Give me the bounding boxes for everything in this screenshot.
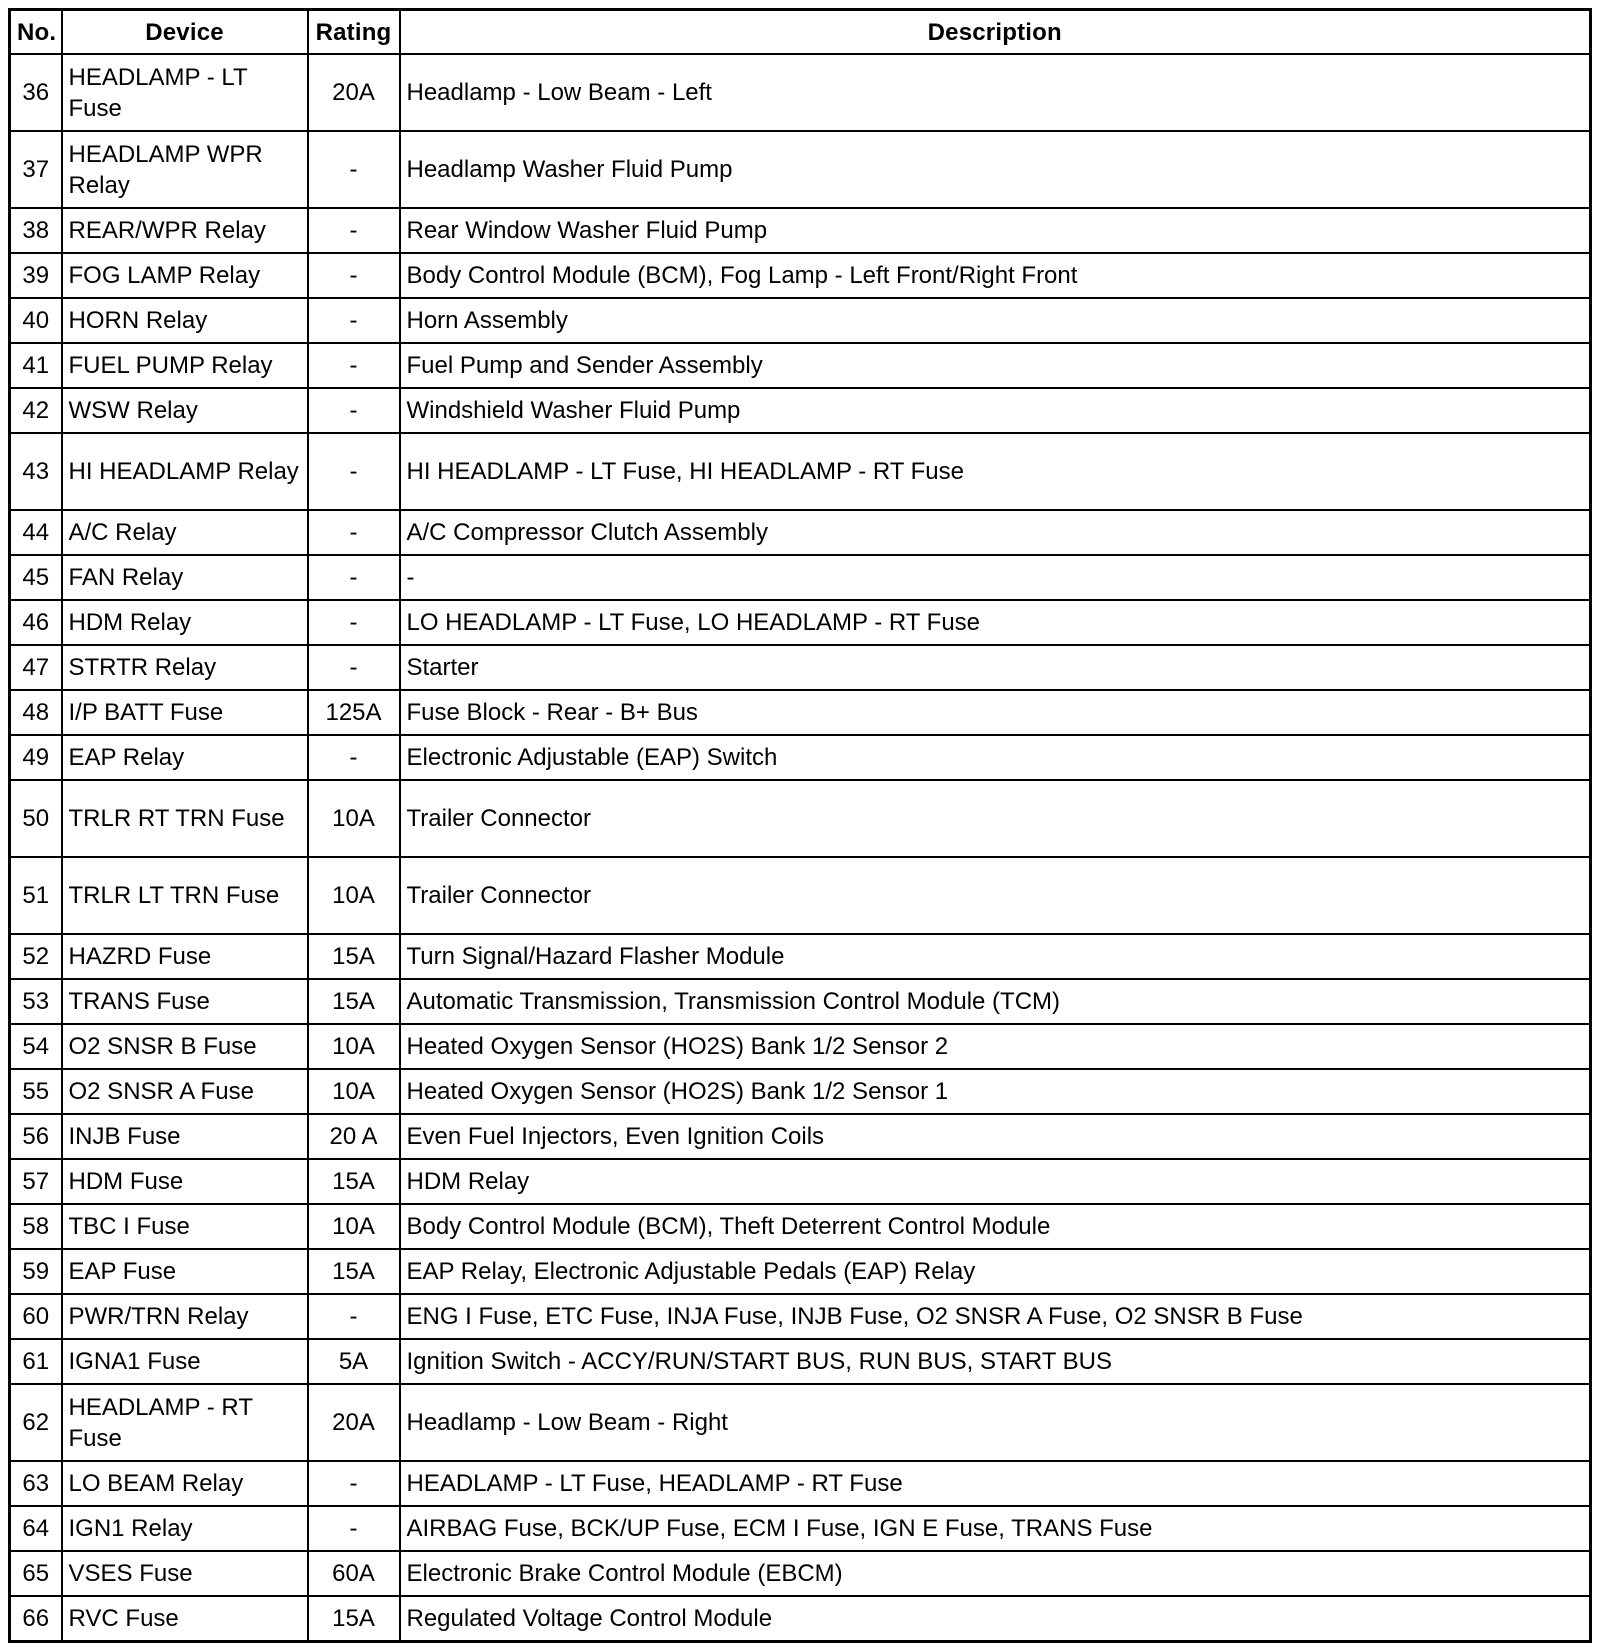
table-row bbox=[10, 1159, 1591, 1204]
device-cell: IGN1 Relay bbox=[62, 1506, 308, 1551]
rating-cell: - bbox=[308, 131, 400, 208]
description-cell: HI HEADLAMP - LT Fuse, HI HEADLAMP - RT Fuse bbox=[400, 433, 1591, 510]
table-row bbox=[10, 1339, 1591, 1384]
table-row bbox=[10, 510, 1591, 555]
rating-cell: - bbox=[308, 343, 400, 388]
rating-cell: 15A bbox=[308, 1596, 400, 1642]
table-row bbox=[10, 1596, 1591, 1642]
table-row bbox=[10, 780, 1591, 857]
device-cell: HEADLAMP WPR Relay bbox=[62, 131, 308, 208]
table-row bbox=[10, 934, 1591, 979]
table-row bbox=[10, 1069, 1591, 1114]
device-cell: O2 SNSR A Fuse bbox=[62, 1069, 308, 1114]
row-number: 64 bbox=[10, 1506, 62, 1551]
device-cell: HEADLAMP - RT Fuse bbox=[62, 1384, 308, 1461]
rating-cell: - bbox=[308, 208, 400, 253]
device-cell: WSW Relay bbox=[62, 388, 308, 433]
device-cell: PWR/TRN Relay bbox=[62, 1294, 308, 1339]
description-cell: Electronic Brake Control Module (EBCM) bbox=[400, 1551, 1591, 1596]
description-cell: Body Control Module (BCM), Theft Deterrent Control Module bbox=[400, 1204, 1591, 1249]
row-number: 46 bbox=[10, 600, 62, 645]
device-cell: I/P BATT Fuse bbox=[62, 690, 308, 735]
row-number: 63 bbox=[10, 1461, 62, 1506]
table-header-row bbox=[10, 10, 1591, 55]
rating-cell: - bbox=[308, 433, 400, 510]
row-number: 48 bbox=[10, 690, 62, 735]
row-number: 45 bbox=[10, 555, 62, 600]
table-body bbox=[10, 54, 1591, 1642]
description-cell: Fuel Pump and Sender Assembly bbox=[400, 343, 1591, 388]
row-number: 58 bbox=[10, 1204, 62, 1249]
description-cell: Fuse Block - Rear - B+ Bus bbox=[400, 690, 1591, 735]
rating-cell: 10A bbox=[308, 1204, 400, 1249]
device-cell: HDM Fuse bbox=[62, 1159, 308, 1204]
rating-cell: 60A bbox=[308, 1551, 400, 1596]
device-cell: FOG LAMP Relay bbox=[62, 253, 308, 298]
description-cell: Ignition Switch - ACCY/RUN/START BUS, RUN BUS, START BUS bbox=[400, 1339, 1591, 1384]
description-cell: LO HEADLAMP - LT Fuse, LO HEADLAMP - RT Fuse bbox=[400, 600, 1591, 645]
description-cell: Windshield Washer Fluid Pump bbox=[400, 388, 1591, 433]
table-row bbox=[10, 131, 1591, 208]
table-row bbox=[10, 735, 1591, 780]
row-number: 55 bbox=[10, 1069, 62, 1114]
rating-cell: - bbox=[308, 510, 400, 555]
rating-cell: 20 A bbox=[308, 1114, 400, 1159]
row-number: 43 bbox=[10, 433, 62, 510]
device-cell: TRLR RT TRN Fuse bbox=[62, 780, 308, 857]
description-cell: Starter bbox=[400, 645, 1591, 690]
device-cell: STRTR Relay bbox=[62, 645, 308, 690]
rating-cell: 15A bbox=[308, 1249, 400, 1294]
table-row bbox=[10, 1461, 1591, 1506]
device-cell: TRANS Fuse bbox=[62, 979, 308, 1024]
table-row bbox=[10, 208, 1591, 253]
row-number: 37 bbox=[10, 131, 62, 208]
device-cell: TRLR LT TRN Fuse bbox=[62, 857, 308, 934]
rating-cell: 15A bbox=[308, 934, 400, 979]
row-number: 62 bbox=[10, 1384, 62, 1461]
device-cell: HDM Relay bbox=[62, 600, 308, 645]
table-row bbox=[10, 388, 1591, 433]
device-cell: EAP Relay bbox=[62, 735, 308, 780]
description-cell: - bbox=[400, 555, 1591, 600]
device-cell: IGNA1 Fuse bbox=[62, 1339, 308, 1384]
description-cell: Headlamp - Low Beam - Right bbox=[400, 1384, 1591, 1461]
rating-cell: - bbox=[308, 600, 400, 645]
rating-cell: 5A bbox=[308, 1339, 400, 1384]
description-cell: Automatic Transmission, Transmission Control Module (TCM) bbox=[400, 979, 1591, 1024]
table-row bbox=[10, 1249, 1591, 1294]
rating-cell: 10A bbox=[308, 857, 400, 934]
row-number: 42 bbox=[10, 388, 62, 433]
row-number: 52 bbox=[10, 934, 62, 979]
description-cell: Headlamp Washer Fluid Pump bbox=[400, 131, 1591, 208]
description-cell: Electronic Adjustable (EAP) Switch bbox=[400, 735, 1591, 780]
row-number: 60 bbox=[10, 1294, 62, 1339]
rating-cell: 125A bbox=[308, 690, 400, 735]
device-cell: INJB Fuse bbox=[62, 1114, 308, 1159]
device-cell: LO BEAM Relay bbox=[62, 1461, 308, 1506]
rating-cell: - bbox=[308, 1294, 400, 1339]
table-row bbox=[10, 298, 1591, 343]
description-cell: Horn Assembly bbox=[400, 298, 1591, 343]
device-cell: RVC Fuse bbox=[62, 1596, 308, 1642]
row-number: 51 bbox=[10, 857, 62, 934]
description-cell: Rear Window Washer Fluid Pump bbox=[400, 208, 1591, 253]
table-row bbox=[10, 433, 1591, 510]
rating-cell: 10A bbox=[308, 1024, 400, 1069]
fuse-relay-table bbox=[8, 8, 1592, 1643]
row-number: 53 bbox=[10, 979, 62, 1024]
description-cell: Body Control Module (BCM), Fog Lamp - Left Front/Right Front bbox=[400, 253, 1591, 298]
device-cell: REAR/WPR Relay bbox=[62, 208, 308, 253]
description-cell: AIRBAG Fuse, BCK/UP Fuse, ECM I Fuse, IGN E Fuse, TRANS Fuse bbox=[400, 1506, 1591, 1551]
device-cell: HI HEADLAMP Relay bbox=[62, 433, 308, 510]
row-number: 57 bbox=[10, 1159, 62, 1204]
header-no: No. bbox=[10, 10, 62, 55]
row-number: 66 bbox=[10, 1596, 62, 1642]
device-cell: EAP Fuse bbox=[62, 1249, 308, 1294]
device-cell: FAN Relay bbox=[62, 555, 308, 600]
header-device: Device bbox=[62, 10, 308, 55]
row-number: 44 bbox=[10, 510, 62, 555]
row-number: 47 bbox=[10, 645, 62, 690]
table-row bbox=[10, 857, 1591, 934]
rating-cell: - bbox=[308, 298, 400, 343]
rating-cell: 15A bbox=[308, 1159, 400, 1204]
table-row bbox=[10, 1024, 1591, 1069]
row-number: 59 bbox=[10, 1249, 62, 1294]
rating-cell: - bbox=[308, 253, 400, 298]
table-row bbox=[10, 1384, 1591, 1461]
row-number: 41 bbox=[10, 343, 62, 388]
device-cell: HORN Relay bbox=[62, 298, 308, 343]
rating-cell: - bbox=[308, 388, 400, 433]
description-cell: Trailer Connector bbox=[400, 780, 1591, 857]
row-number: 65 bbox=[10, 1551, 62, 1596]
table-row bbox=[10, 54, 1591, 131]
table-row bbox=[10, 600, 1591, 645]
table-row bbox=[10, 979, 1591, 1024]
device-cell: FUEL PUMP Relay bbox=[62, 343, 308, 388]
description-cell: Heated Oxygen Sensor (HO2S) Bank 1/2 Sensor 2 bbox=[400, 1024, 1591, 1069]
row-number: 56 bbox=[10, 1114, 62, 1159]
table-row bbox=[10, 343, 1591, 388]
description-cell: HEADLAMP - LT Fuse, HEADLAMP - RT Fuse bbox=[400, 1461, 1591, 1506]
table-row bbox=[10, 1204, 1591, 1249]
rating-cell: - bbox=[308, 735, 400, 780]
rating-cell: - bbox=[308, 555, 400, 600]
rating-cell: - bbox=[308, 1506, 400, 1551]
device-cell: TBC I Fuse bbox=[62, 1204, 308, 1249]
device-cell: A/C Relay bbox=[62, 510, 308, 555]
table-row bbox=[10, 1506, 1591, 1551]
device-cell: VSES Fuse bbox=[62, 1551, 308, 1596]
description-cell: EAP Relay, Electronic Adjustable Pedals (EAP) Relay bbox=[400, 1249, 1591, 1294]
description-cell: Heated Oxygen Sensor (HO2S) Bank 1/2 Sensor 1 bbox=[400, 1069, 1591, 1114]
rating-cell: 15A bbox=[308, 979, 400, 1024]
rating-cell: 10A bbox=[308, 1069, 400, 1114]
header-description: Description bbox=[400, 10, 1591, 55]
table-row bbox=[10, 1114, 1591, 1159]
rating-cell: - bbox=[308, 1461, 400, 1506]
row-number: 61 bbox=[10, 1339, 62, 1384]
description-cell: Turn Signal/Hazard Flasher Module bbox=[400, 934, 1591, 979]
device-cell: HAZRD Fuse bbox=[62, 934, 308, 979]
table-row bbox=[10, 555, 1591, 600]
device-cell: O2 SNSR B Fuse bbox=[62, 1024, 308, 1069]
table-row bbox=[10, 690, 1591, 735]
row-number: 50 bbox=[10, 780, 62, 857]
rating-cell: 20A bbox=[308, 1384, 400, 1461]
description-cell: Even Fuel Injectors, Even Ignition Coils bbox=[400, 1114, 1591, 1159]
description-cell: Regulated Voltage Control Module bbox=[400, 1596, 1591, 1642]
rating-cell: 10A bbox=[308, 780, 400, 857]
table-row bbox=[10, 1294, 1591, 1339]
row-number: 49 bbox=[10, 735, 62, 780]
row-number: 36 bbox=[10, 54, 62, 131]
rating-cell: 20A bbox=[308, 54, 400, 131]
device-cell: HEADLAMP - LT Fuse bbox=[62, 54, 308, 131]
row-number: 39 bbox=[10, 253, 62, 298]
description-cell: ENG I Fuse, ETC Fuse, INJA Fuse, INJB Fuse, O2 SNSR A Fuse, O2 SNSR B Fuse bbox=[400, 1294, 1591, 1339]
header-rating: Rating bbox=[308, 10, 400, 55]
description-cell: A/C Compressor Clutch Assembly bbox=[400, 510, 1591, 555]
table-row bbox=[10, 645, 1591, 690]
description-cell: HDM Relay bbox=[400, 1159, 1591, 1204]
table-row bbox=[10, 1551, 1591, 1596]
row-number: 54 bbox=[10, 1024, 62, 1069]
rating-cell: - bbox=[308, 645, 400, 690]
description-cell: Headlamp - Low Beam - Left bbox=[400, 54, 1591, 131]
table-row bbox=[10, 253, 1591, 298]
row-number: 40 bbox=[10, 298, 62, 343]
description-cell: Trailer Connector bbox=[400, 857, 1591, 934]
row-number: 38 bbox=[10, 208, 62, 253]
